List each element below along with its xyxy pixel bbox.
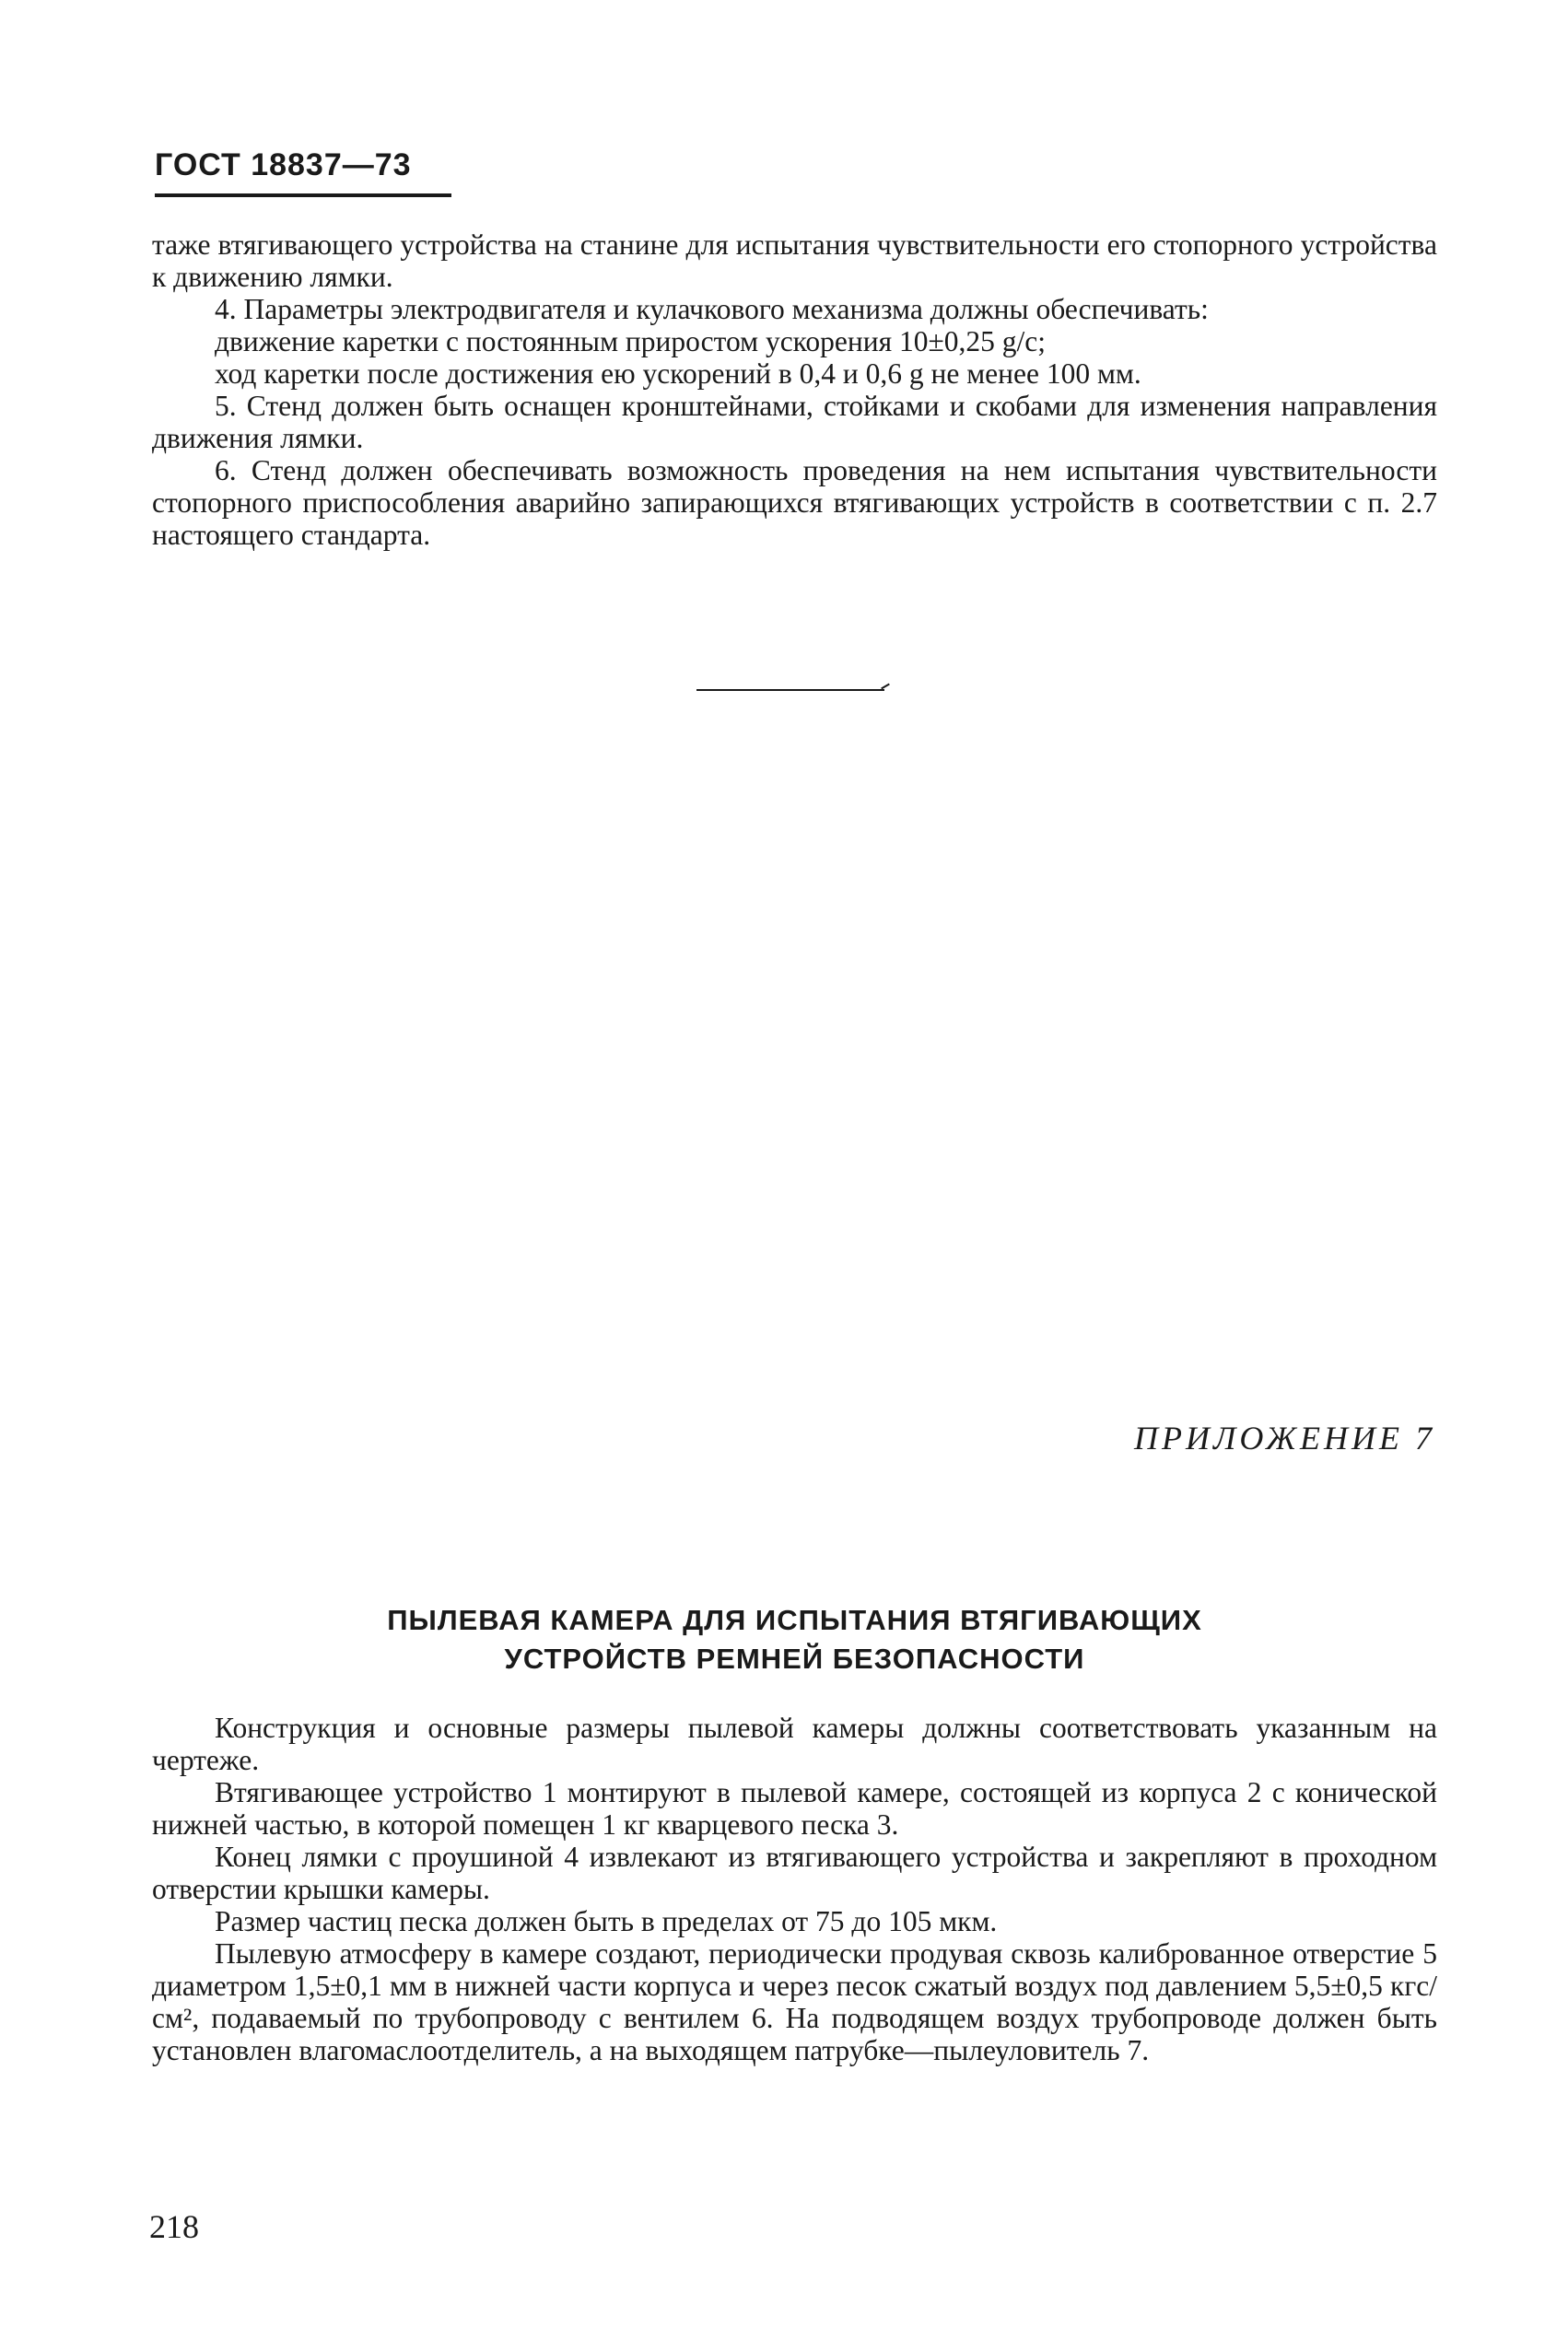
appendix-label: ПРИЛОЖЕНИЕ 7 [1134, 1420, 1435, 1456]
document-code: ГОСТ 18837—73 [155, 147, 412, 182]
paragraph-retractor: Втягивающее устройство 1 монтируют в пылевой камере, состоящей из корпуса 2 с конической нижней частью, в которой помещен 1 кг кварцевого песка 3. [152, 1776, 1437, 1841]
paragraph-construction: Конструкция и основные размеры пылевой камеры должны соответствовать указанным на чертеже. [152, 1712, 1437, 1776]
appendix-title [152, 1601, 1437, 1679]
paragraph-strap-end: Конец лямки с проушиной 4 извлекают из втягивающего устройства и закрепляют в проходном отверстии крышки камеры. [152, 1841, 1437, 1905]
appendix-title-line-1: ПЫЛЕВАЯ КАМЕРА ДЛЯ ИСПЫТАНИЯ ВТЯГИВАЮЩИХ [387, 1604, 1202, 1636]
section-separator-line [696, 689, 884, 691]
paragraph-item-6: 6. Стенд должен обеспечивать возможность проведения на нем испытания чувствительности стопорного приспособления аварийно запирающихся втягивающих устройств в соответствии с п. 2.7 настоящего стандарта. [152, 454, 1437, 551]
paragraph-item-5: 5. Стенд должен быть оснащен кронштейнами, стойками и скобами для изменения направления движения лямки. [152, 390, 1437, 454]
paragraph-continuation: таже втягивающего устройства на станине для испытания чувствительности его стопорного устройства к движению лямки. [152, 228, 1437, 293]
section-text-appendix [152, 1712, 1437, 2066]
paragraph-dust-atmosphere: Пылевую атмосферу в камере создают, периодически продувая сквозь калиброванное отверстие 5 диаметром 1,5±0,1 мм в нижней части корпуса и через песок сжатый воздух под давлением 5,5±0,5 кгс/см², подаваемый по трубопроводу с вентилем 6. На подводящем воздух трубопроводе должен быть установлен влагомаслоотделитель, а на выходящем патрубке—пылеуловитель 7. [152, 1937, 1437, 2066]
section-text-top [152, 228, 1437, 551]
paragraph-carriage-motion: движение каретки с постоянным приростом ускорения 10±0,25 g/c; [215, 325, 1046, 357]
paragraph-item-4: 4. Параметры электродвигателя и кулачкового механизма должны обеспечивать: [215, 293, 1209, 325]
paragraph-carriage-travel: ход каретки после достижения ею ускорений в 0,4 и 0,6 g не менее 100 мм. [215, 357, 1141, 390]
paragraph-particle-size: Размер частиц песка должен быть в пределах от 75 до 105 мкм. [215, 1905, 998, 1937]
page-number: 218 [149, 2208, 199, 2245]
appendix-title-line-2: УСТРОЙСТВ РЕМНЕЙ БЕЗОПАСНОСТИ [504, 1643, 1085, 1675]
header-underline [155, 193, 451, 197]
